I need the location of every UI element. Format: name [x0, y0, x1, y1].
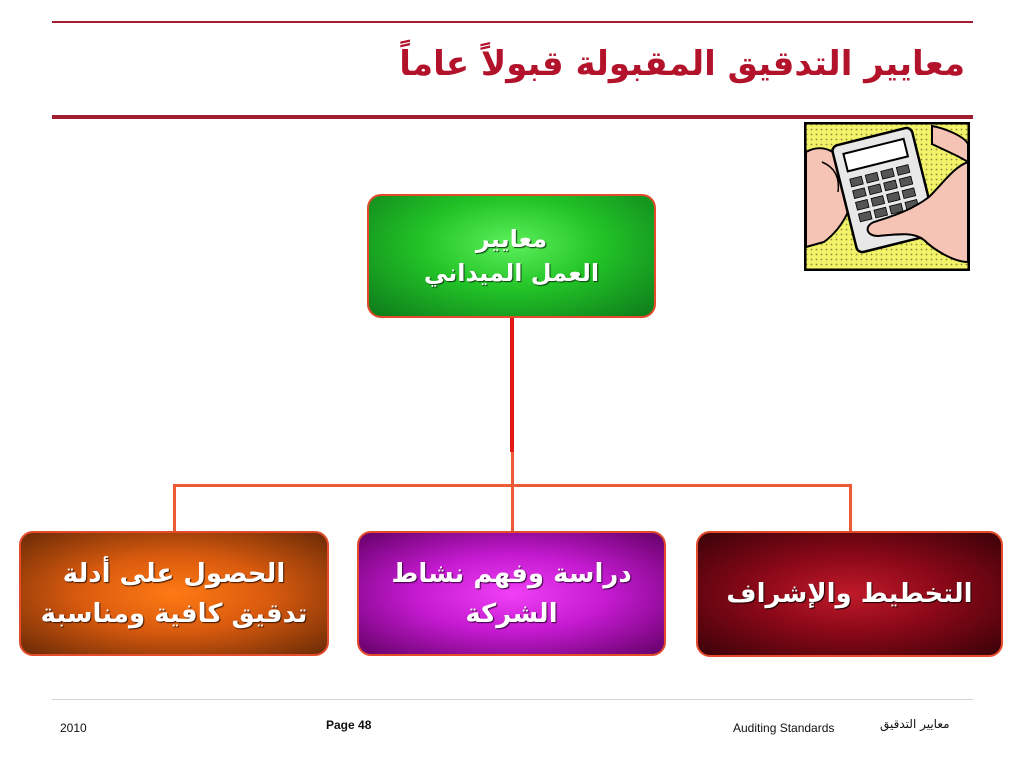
connector-mid-down	[511, 484, 514, 532]
connector-left-down	[173, 484, 176, 532]
connector-root-down-lower	[511, 452, 514, 486]
title-top-rule	[52, 21, 973, 23]
calculator-hands-icon	[804, 122, 970, 271]
footer-divider	[52, 699, 973, 700]
child-node-evidence-line2: تدقيق كافية ومناسبة	[40, 598, 308, 629]
child-node-evidence-line1: الحصول على أدلة	[62, 558, 286, 589]
child-node-planning-label: التخطيط والإشراف	[726, 579, 973, 609]
footer-course-en: Auditing Standards	[733, 721, 835, 735]
child-node-understanding-line2: الشركة	[465, 598, 558, 629]
root-node-line1: معايير	[475, 225, 548, 253]
root-node	[367, 194, 656, 318]
slide-title: معايير التدقيق المقبولة قبولاً عاماً	[399, 44, 965, 84]
footer-page: Page 48	[326, 718, 372, 732]
child-node-planning	[696, 531, 1003, 657]
child-node-understanding-line1: دراسة وفهم نشاط	[391, 558, 632, 589]
footer-course-ar: معايير التدقيق	[880, 717, 950, 731]
root-node-line2: العمل الميداني	[423, 259, 600, 287]
child-node-evidence	[19, 531, 329, 656]
connector-root-down	[510, 318, 514, 452]
title-bottom-rule	[52, 115, 973, 119]
footer-year: 2010	[60, 721, 87, 735]
connector-right-down	[849, 484, 852, 532]
child-node-understanding	[357, 531, 666, 656]
